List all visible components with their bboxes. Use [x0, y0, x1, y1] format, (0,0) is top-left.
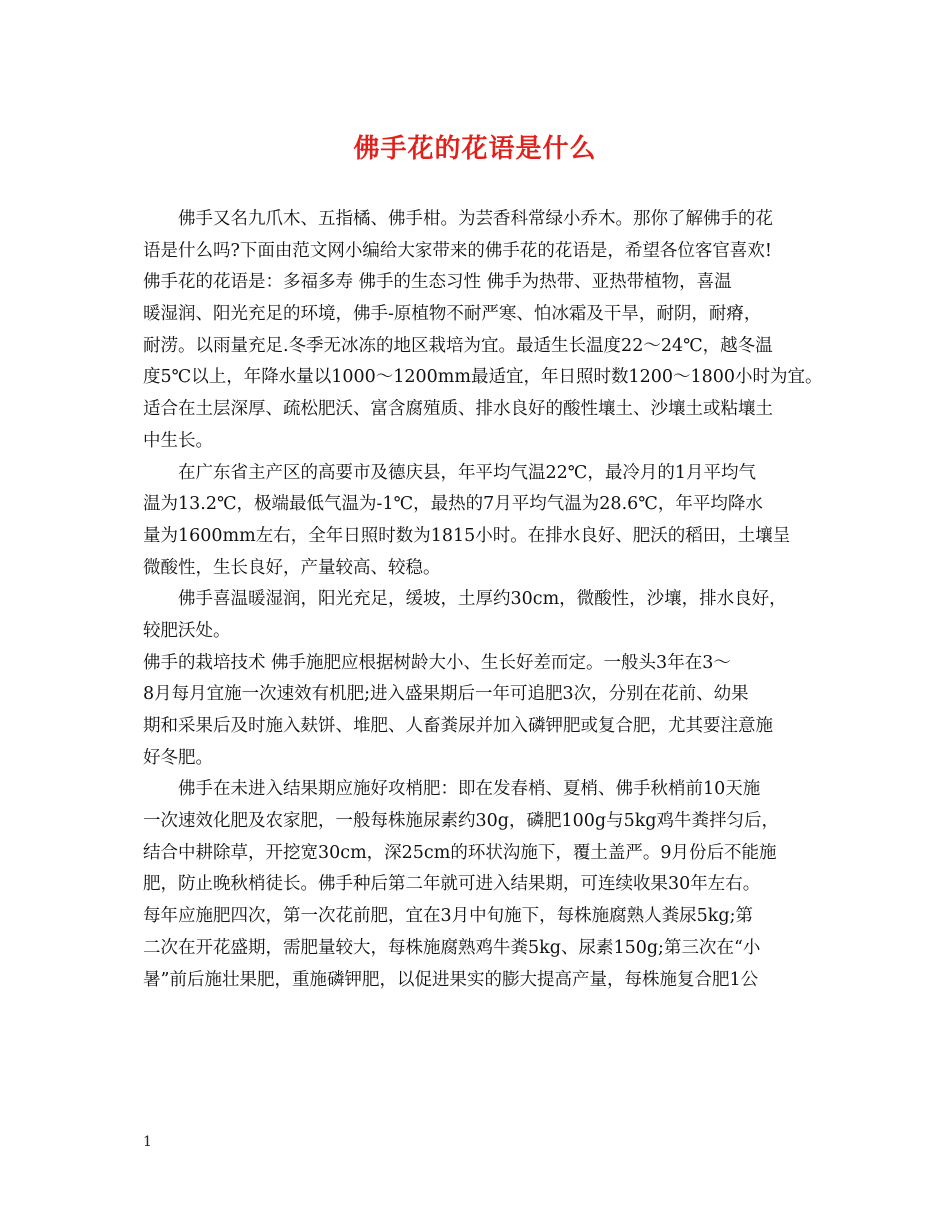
text-line: 暑”前后施壮果肥，重施磷钾肥，以促进果实的膨大提高产量，每株施复合肥1公	[143, 969, 759, 990]
document-body	[143, 204, 825, 996]
text-line: 二次在开花盛期，需肥量较大，每株施腐熟鸡牛粪5kg、尿素150g;第三次在“小	[143, 937, 761, 958]
text-line: 佛手又名九爪木、五指橘、佛手柑。为芸香科常绿小乔木。那你了解佛手的花	[178, 209, 773, 229]
text-line: 中生长。	[143, 430, 213, 451]
text-line: 结合中耕除草，开挖宽30cm，深25cm的环状沟施下，覆土盖严。9月份后不能施	[143, 842, 777, 863]
text-line: 量为1600mm左右，全年日照时数为1815小时。在排水良好、肥沃的稻田，土壤呈	[143, 525, 791, 546]
text-line: 期和采果后及时施入麸饼、堆肥、人畜粪尿并加入磷钾肥或复合肥，尤其要注意施	[143, 716, 773, 736]
text-line: 佛手喜温暖湿润，阳光充足，缓坡，土厚约30cm，微酸性，沙壤，排水良好，	[178, 589, 787, 610]
document-title: 佛手花的花语是什么	[353, 134, 597, 164]
text-line: 在广东省主产区的高要市及德庆县，年平均气温22℃，最冷月的1月平均气	[178, 462, 756, 483]
text-line: 佛手花的花语是：多福多寿 佛手的生态习性 佛手为热带、亚热带植物，喜温	[143, 272, 732, 293]
text-line: 佛手的栽培技术 佛手施肥应根据树龄大小、生长好差而定。一般头3年在3～	[143, 652, 731, 673]
text-line: 微酸性，生长良好，产量较高、较稳。	[143, 557, 441, 578]
text-line: 暖湿润、阳光充足的环境，佛手-原植物不耐严寒、怕冰霜及干旱，耐阴，耐瘠，	[143, 304, 762, 325]
text-line: 好冬肥。	[143, 747, 213, 768]
text-line: 每年应施肥四次，第一次花前肥，宜在3月中旬施下，每株施腐熟人粪尿5kg;第	[143, 906, 753, 927]
text-line: 语是什么吗?下面由范文网小编给大家带来的佛手花的花语是，希望各位客官喜欢!	[143, 240, 772, 261]
text-line: 温为13.2℃，极端最低气温为-1℃，最热的7月平均气温为28.6℃，年平均降水	[143, 494, 763, 515]
page-number: 1	[143, 1134, 152, 1150]
text-line: 肥，防止晚秋梢徒长。佛手种后第二年就可进入结果期，可连续收果30年左右。	[143, 874, 761, 895]
text-line: 一次速效化肥及农家肥，一般每株施尿素约30g，磷肥100g与5kg鸡牛粪拌匀后，	[143, 811, 780, 832]
text-line: 度5℃以上，年降水量以1000～1200mm最适宜，年日照时数1200～1800小时为宜。	[143, 367, 823, 388]
text-line: 较肥沃处。	[143, 620, 231, 641]
text-line: 8月每月宜施一次速效有机肥;进入盛果期后一年可追肥3次，分别在花前、幼果	[143, 684, 749, 705]
text-line: 佛手在未进入结果期应施好攻梢肥：即在发春梢、夏梢、佛手秋梢前10天施	[178, 779, 761, 800]
text-line: 适合在土层深厚、疏松肥沃、富含腐殖质、排水良好的酸性壤土、沙壤土或粘壤土	[143, 399, 773, 420]
text-line: 耐涝。以雨量充足.冬季无冰冻的地区栽培为宜。最适生长温度22～24℃，越冬温	[143, 335, 773, 356]
